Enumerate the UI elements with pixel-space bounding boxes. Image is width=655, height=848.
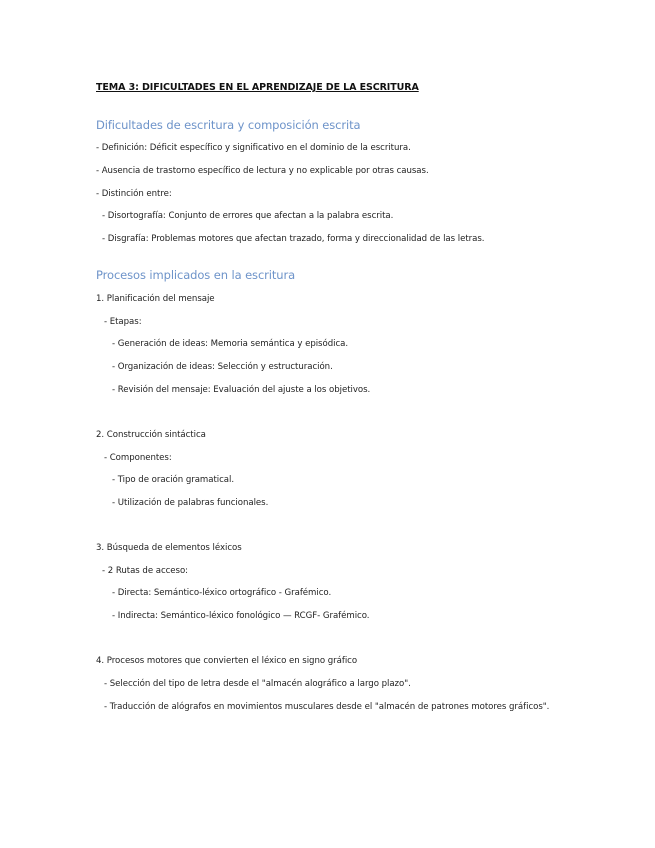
- list-item-idea-generation: - Generación de ideas: Memoria semántica y episódica.: [112, 339, 349, 349]
- process-syntax-components: - Componentes:: [104, 453, 172, 463]
- list-item-indirect-route: - Indirecta: Semántico-léxico fonológico — RCGF- Grafémico.: [112, 611, 370, 621]
- document-title: TEMA 3: DIFICULTADES EN EL APRENDIZAJE DE LA ESCRITURA: [96, 82, 419, 93]
- process-planning-stages: - Etapas:: [104, 317, 142, 327]
- list-item-allograph-translation: - Traducción de alógrafos en movimientos musculares desde el "almacén de patrones motores gráficos".: [104, 702, 550, 712]
- list-item-disgrafia: - Disgrafía: Problemas motores que afectan trazado, forma y direccionalidad de las letras.: [102, 234, 485, 244]
- process-planning: 1. Planificación del mensaje: [96, 294, 215, 304]
- list-item-message-review: - Revisión del mensaje: Evaluación del ajuste a los objetivos.: [112, 385, 371, 395]
- list-item-function-words: - Utilización de palabras funcionales.: [112, 498, 269, 508]
- list-item-definition: - Definición: Déficit específico y significativo en el dominio de la escritura.: [96, 143, 411, 153]
- list-item-distinction: - Distinción entre:: [96, 189, 172, 199]
- process-syntax: 2. Construcción sintáctica: [96, 430, 206, 440]
- process-lexical: 3. Búsqueda de elementos léxicos: [96, 543, 242, 553]
- section-heading-processes: Procesos implicados en la escritura: [96, 268, 296, 282]
- section-heading-difficulties: Dificultades de escritura y composición escrita: [96, 118, 361, 132]
- list-item-direct-route: - Directa: Semántico-léxico ortográfico - Grafémico.: [112, 588, 332, 598]
- process-motor: 4. Procesos motores que convierten el léxico en signo gráfico: [96, 656, 358, 666]
- list-item-sentence-type: - Tipo de oración gramatical.: [112, 475, 235, 485]
- list-item-disortografia: - Disortografía: Conjunto de errores que afectan a la palabra escrita.: [102, 211, 394, 221]
- process-lexical-routes: - 2 Rutas de acceso:: [102, 566, 189, 576]
- list-item-absence: - Ausencia de trastorno específico de lectura y no explicable por otras causas.: [96, 166, 429, 176]
- list-item-letter-type: - Selección del tipo de letra desde el "almacén alográfico a largo plazo".: [104, 679, 411, 689]
- list-item-idea-organization: - Organización de ideas: Selección y estructuración.: [112, 362, 333, 372]
